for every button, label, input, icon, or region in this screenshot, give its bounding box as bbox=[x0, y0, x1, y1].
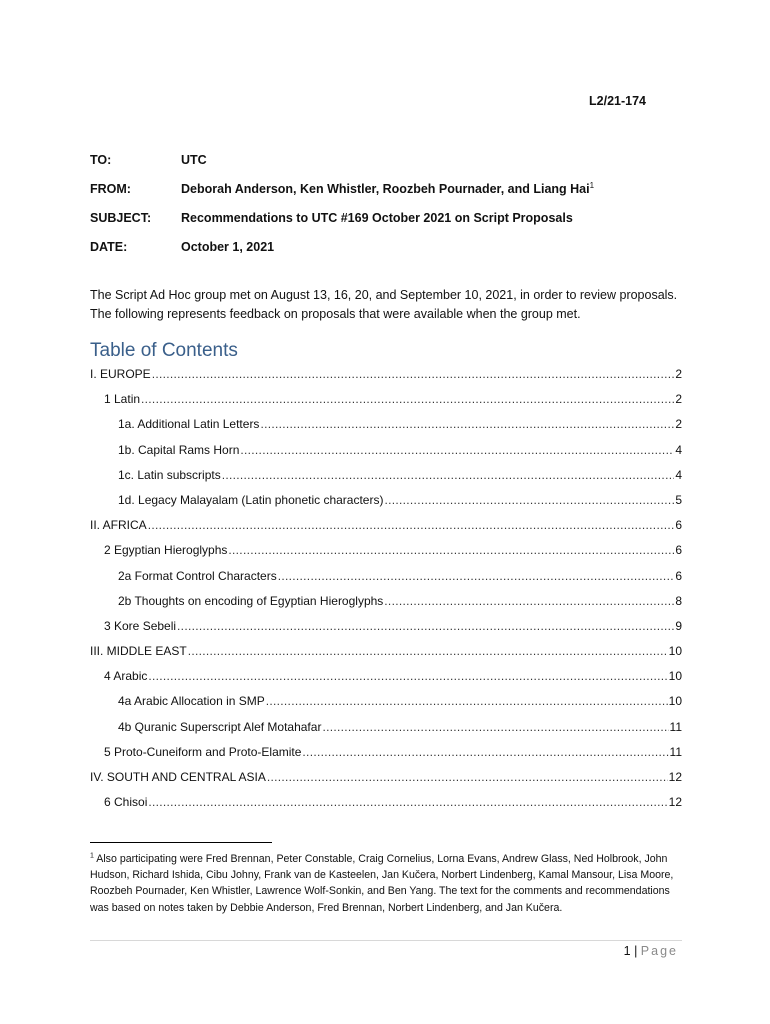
toc-entry-middle-east[interactable] bbox=[90, 644, 682, 669]
toc-leader bbox=[188, 644, 668, 658]
toc-entry-capital-rams-horn[interactable] bbox=[90, 443, 682, 468]
toc-entry-title: 1c. Latin subscripts bbox=[118, 467, 221, 482]
toc-leader bbox=[384, 493, 674, 507]
table-of-contents bbox=[90, 367, 682, 820]
footer-divider bbox=[90, 940, 682, 941]
toc-entry-page: 2 bbox=[675, 417, 682, 432]
toc-entry-page: 10 bbox=[668, 644, 682, 659]
toc-leader bbox=[177, 619, 674, 633]
toc-leader bbox=[302, 745, 668, 759]
from-value-wrapper bbox=[181, 182, 594, 196]
toc-entry-title: IV. SOUTH AND CENTRAL ASIA bbox=[90, 770, 266, 784]
toc-entry-quranic-superscript-alef[interactable] bbox=[90, 720, 682, 745]
toc-entry-title: 1b. Capital Rams Horn bbox=[118, 442, 240, 457]
toc-entry-kore-sebeli[interactable] bbox=[90, 619, 682, 644]
toc-entry-title: II. AFRICA bbox=[90, 518, 147, 533]
memo-subject-row bbox=[90, 211, 690, 240]
toc-leader bbox=[228, 543, 674, 557]
footnote-reference[interactable]: 1 bbox=[589, 180, 595, 190]
toc-entry-proto-cuneiform[interactable] bbox=[90, 745, 682, 770]
toc-entry-title: 5 Proto-Cuneiform and Proto-Elamite bbox=[104, 744, 302, 759]
memo-to-row bbox=[90, 153, 690, 182]
intro-paragraph: The Script Ad Hoc group met on August 13, 16, 20, and September 10, 2021, in order to review proposals. The following represents feedback on proposals that were available when the group met. bbox=[90, 288, 678, 321]
toc-entry-latin[interactable] bbox=[90, 392, 682, 417]
toc-leader bbox=[148, 518, 675, 532]
toc-entry-africa[interactable] bbox=[90, 518, 682, 543]
toc-entry-additional-latin-letters[interactable] bbox=[90, 417, 682, 442]
toc-entry-title: III. MIDDLE EAST bbox=[90, 644, 187, 659]
toc-entry-europe[interactable] bbox=[90, 367, 682, 392]
toc-entry-page: 4 bbox=[675, 467, 682, 482]
toc-entry-page: 4 bbox=[675, 442, 682, 457]
toc-entry-title: 2 Egyptian Hieroglyphs bbox=[104, 543, 228, 558]
toc-heading: Table of Contents bbox=[90, 340, 238, 361]
toc-entry-title: 4 Arabic bbox=[104, 669, 148, 684]
toc-entry-page: 6 bbox=[675, 518, 682, 533]
toc-leader bbox=[222, 468, 675, 482]
toc-entry-title: 1a. Additional Latin Letters bbox=[118, 417, 260, 432]
toc-leader bbox=[322, 720, 668, 734]
toc-entry-page: 12 bbox=[668, 795, 682, 810]
toc-entry-page: 9 bbox=[675, 618, 682, 633]
toc-entry-page: 6 bbox=[675, 568, 682, 583]
page-footer bbox=[624, 944, 678, 958]
toc-entry-page: 2 bbox=[675, 367, 682, 381]
footnote-marker: 1 bbox=[90, 852, 94, 860]
date-value: October 1, 2021 bbox=[181, 240, 275, 254]
toc-entry-latin-subscripts[interactable] bbox=[90, 468, 682, 493]
toc-entry-format-control-characters[interactable] bbox=[90, 569, 682, 594]
from-label: FROM: bbox=[90, 182, 131, 196]
toc-entry-title: 4a Arabic Allocation in SMP bbox=[118, 694, 265, 709]
toc-entry-title: 4b Quranic Superscript Alef Motahafar bbox=[118, 719, 322, 734]
toc-entry-page: 2 bbox=[675, 392, 682, 407]
toc-entry-south-central-asia[interactable] bbox=[90, 770, 682, 795]
memo-date-row bbox=[90, 240, 690, 269]
toc-entry-page: 8 bbox=[675, 593, 682, 608]
toc-entry-title: 6 Chisoi bbox=[104, 795, 148, 810]
toc-entry-page: 10 bbox=[668, 669, 682, 684]
toc-entry-page: 5 bbox=[675, 492, 682, 507]
toc-leader bbox=[267, 770, 668, 784]
footer-separator: | bbox=[634, 944, 638, 958]
toc-entry-egyptian-hieroglyphs[interactable] bbox=[90, 543, 682, 568]
page-word: Page bbox=[640, 944, 678, 958]
toc-entry-page: 11 bbox=[669, 719, 682, 734]
footnote-separator bbox=[90, 842, 272, 843]
toc-leader bbox=[148, 795, 667, 809]
toc-leader bbox=[148, 669, 667, 683]
toc-entry-title: I. EUROPE bbox=[90, 367, 151, 381]
toc-entry-title: 3 Kore Sebeli bbox=[104, 618, 177, 633]
toc-entry-thoughts-on-encoding[interactable] bbox=[90, 594, 682, 619]
from-value: Deborah Anderson, Ken Whistler, Roozbeh Pournader, and Liang Hai bbox=[181, 182, 590, 196]
toc-leader bbox=[240, 443, 674, 457]
date-label: DATE: bbox=[90, 240, 128, 254]
toc-leader bbox=[152, 367, 675, 381]
to-value: UTC bbox=[181, 153, 207, 167]
toc-entry-legacy-malayalam[interactable] bbox=[90, 493, 682, 518]
toc-entry-arabic[interactable] bbox=[90, 669, 682, 694]
toc-entry-title: 1 Latin bbox=[104, 392, 141, 407]
toc-entry-arabic-allocation-smp[interactable] bbox=[90, 694, 682, 719]
subject-value: Recommendations to UTC #169 October 2021 on Script Proposals bbox=[181, 211, 573, 225]
toc-leader bbox=[141, 392, 674, 406]
memo-header bbox=[90, 153, 690, 269]
toc-entry-page: 12 bbox=[668, 770, 682, 784]
page-number: 1 bbox=[623, 944, 631, 958]
toc-leader bbox=[278, 569, 675, 583]
to-label: TO: bbox=[90, 153, 112, 167]
toc-entry-title: 2b Thoughts on encoding of Egyptian Hieroglyphs bbox=[118, 593, 384, 608]
toc-entry-page: 6 bbox=[675, 543, 682, 558]
toc-entry-page: 11 bbox=[669, 744, 682, 759]
toc-entry-title: 1d. Legacy Malayalam (Latin phonetic characters) bbox=[118, 492, 384, 507]
toc-entry-chisoi[interactable] bbox=[90, 795, 682, 820]
toc-entry-page: 10 bbox=[668, 694, 682, 709]
footnote bbox=[90, 851, 684, 916]
toc-leader bbox=[266, 694, 668, 708]
toc-entry-title: 2a Format Control Characters bbox=[118, 568, 277, 583]
toc-leader bbox=[384, 594, 674, 608]
memo-from-row bbox=[90, 182, 690, 211]
document-number: L2/21-174 bbox=[589, 94, 646, 108]
subject-label: SUBJECT: bbox=[90, 211, 152, 225]
footnote-text: Also participating were Fred Brennan, Peter Constable, Craig Cornelius, Lorna Evans, Andrew Glass, Ned Holbrook, John Hudson, Richard Ishida, Cibu Johny, Frank van de Kasteelen, Jan Kučera, Norbert Lindenberg, Kamal Mansour, Lisa Moore, Roozbeh Pournader, Ken Whistler, Lawrence Wolf-Sonkin, and Ben Yang. The text for the comments and recommendations was based on notes taken by Debbie Anderson, Fred Brennan, Norbert Lindenberg, and Jan Kučera. bbox=[90, 853, 674, 914]
toc-leader bbox=[260, 417, 674, 431]
